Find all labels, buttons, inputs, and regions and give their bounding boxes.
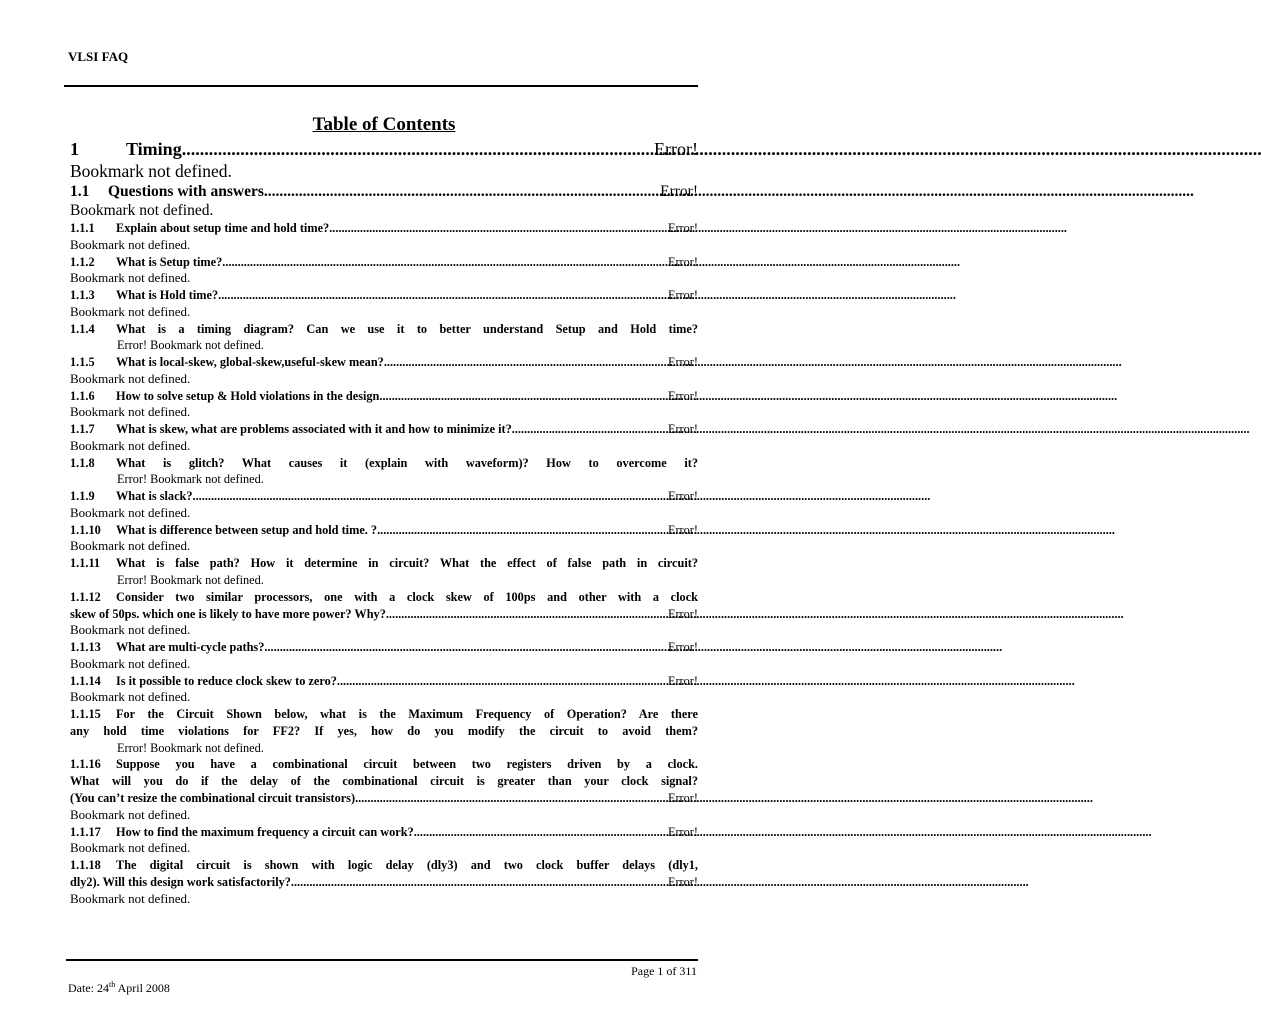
toc-entry-1[interactable]: 1 Timing ..... Error! — [70, 138, 698, 160]
bookmark-error: Bookmark not defined. — [70, 806, 191, 822]
bookmark-error: Bookmark not defined. — [70, 404, 191, 420]
bookmark-error: Bookmark not defined. — [70, 655, 191, 671]
toc-entry-1-1-6[interactable]: 1.1.6 How to solve setup & Hold violations in the design ..... Error! — [70, 388, 698, 405]
bookmark-error: Bookmark not defined. — [70, 303, 191, 319]
toc-entry-1-1-7[interactable]: 1.1.7 What is skew, what are problems associated with it and how to minimize it? ..... Error! — [70, 421, 698, 438]
document-date: Date: 24th April 2008 — [68, 980, 170, 995]
table-of-contents — [70, 113, 698, 907]
toc-title: Table of Contents — [312, 114, 456, 135]
toc-entry-1-1-8[interactable]: 1.1.8 What is glitch? What causes it (explain with waveform)? How to overcome it? — [70, 455, 698, 470]
toc-entry-1-1[interactable]: 1.1 Questions with answers ..... Error! — [70, 182, 698, 201]
toc-entry-1-1-4[interactable]: 1.1.4 What is a timing diagram? Can we use it to better understand Setup and Hold time? — [70, 321, 698, 336]
bookmark-error: Bookmark not defined. — [70, 370, 191, 386]
toc-entry-1-1-16-cont[interactable]: What will you do if the delay of the combinational circuit is greater than your clock signal? — [70, 774, 698, 789]
toc-entry-1-1-15-cont[interactable]: any hold time violations for FF2? If yes, how do you modify the circuit to avoid them? — [70, 723, 698, 738]
bookmark-error: Bookmark not defined. — [70, 840, 191, 856]
toc-entry-1-1-12-cont[interactable]: skew of 50ps. which one is likely to have more power? Why? ..... Error! — [70, 606, 698, 623]
toc-entry-1-1-3[interactable]: 1.1.3 What is Hold time? ..... Error! — [70, 287, 698, 304]
toc-entry-1-1-5[interactable]: 1.1.5 What is local-skew, global-skew,useful-skew mean? ..... Error! — [70, 354, 698, 371]
bookmark-error: Bookmark not defined. — [70, 890, 191, 906]
bookmark-error: Error! Bookmark not defined. — [117, 572, 264, 587]
toc-entry-1-1-13[interactable]: 1.1.13 What are multi-cycle paths? ..... Error! — [70, 639, 698, 656]
toc-entry-1-1-15[interactable]: 1.1.15 For the Circuit Shown below, what is the Maximum Frequency of Operation? Are there — [70, 707, 698, 722]
bookmark-error: Bookmark not defined. — [70, 504, 191, 520]
bookmark-error: Error! Bookmark not defined. — [117, 472, 264, 487]
toc-entry-1-1-1[interactable]: 1.1.1 Explain about setup time and hold time? ..... Error! — [70, 220, 698, 237]
bookmark-error: Bookmark not defined. — [70, 161, 232, 181]
toc-entry-1-1-14[interactable]: 1.1.14 Is it possible to reduce clock skew to zero? ..... Error! — [70, 673, 698, 690]
toc-entry-1-1-10[interactable]: 1.1.10 What is difference between setup and hold time. ? ..... Error! — [70, 522, 698, 539]
bookmark-error: Bookmark not defined. — [70, 202, 214, 219]
toc-entry-1-1-9[interactable]: 1.1.9 What is slack? ..... Error! — [70, 488, 698, 505]
bookmark-error: Bookmark not defined. — [70, 538, 191, 554]
bookmark-error: Bookmark not defined. — [70, 689, 191, 705]
toc-entry-1-1-16-cont2[interactable]: (You can’t resize the combinational circuit transistors) ..... Error! — [70, 790, 698, 807]
document-header: VLSI FAQ — [68, 49, 129, 64]
bookmark-error: Bookmark not defined. — [70, 270, 191, 286]
toc-entry-1-1-12[interactable]: 1.1.12 Consider two similar processors, one with a clock skew of 100ps and other with a clock — [70, 589, 698, 604]
bookmark-error: Bookmark not defined. — [70, 622, 191, 638]
bookmark-error: Error! Bookmark not defined. — [117, 740, 264, 755]
toc-entry-1-1-11[interactable]: 1.1.11 What is false path? How it determine in circuit? What the effect of false path in circuit? — [70, 556, 698, 571]
page-number: Page 1 of 311 — [631, 964, 697, 978]
bookmark-error: Bookmark not defined. — [70, 437, 191, 453]
toc-entry-1-1-17[interactable]: 1.1.17 How to find the maximum frequency a circuit can work? ..... Error! — [70, 824, 698, 841]
bookmark-error: Bookmark not defined. — [70, 236, 191, 252]
toc-entry-1-1-18[interactable]: 1.1.18 The digital circuit is shown with logic delay (dly3) and two clock buffer delays (dly1, — [70, 858, 698, 873]
toc-entry-1-1-16[interactable]: 1.1.16 Suppose you have a combinational circuit between two registers driven by a clock. — [70, 757, 698, 772]
toc-entry-1-1-2[interactable]: 1.1.2 What is Setup time? ..... Error! — [70, 254, 698, 271]
footer-divider — [66, 959, 698, 961]
header-divider — [64, 85, 698, 87]
toc-entry-1-1-18-cont[interactable]: dly2). Will this design work satisfactorily? ..... Error! — [70, 874, 698, 891]
bookmark-error: Error! Bookmark not defined. — [117, 338, 264, 353]
